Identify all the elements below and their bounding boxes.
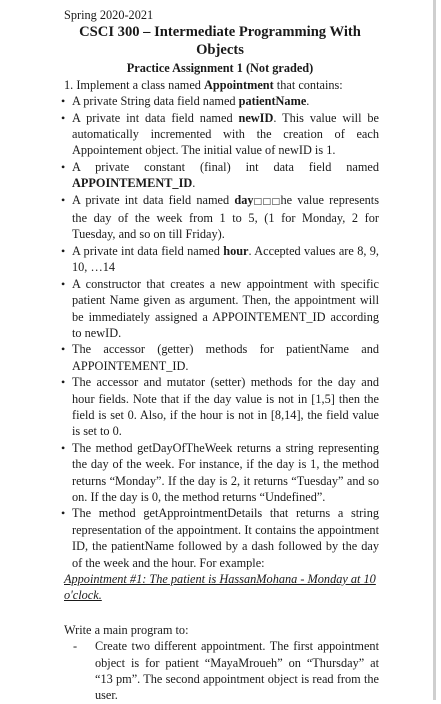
- class-name: Appointment: [204, 77, 274, 92]
- requirements-list: [61, 93, 379, 571]
- document-content: [61, 7, 379, 704]
- requirement-item: • A private int data field named hour. Accepted values are 8, 9, 10, …14: [61, 243, 379, 275]
- requirement-item: • A private String data field named patientName.: [61, 94, 310, 109]
- main-program-intro: Write a main program to:: [64, 622, 189, 637]
- bullet-icon: •: [61, 94, 66, 109]
- bullet-icon: •: [61, 342, 66, 357]
- task-text: Create two different appointment. The first appointment object is for patient “MayaMroueh” on “Thursday” at “13 pm”. The second appointment object is read from the user.: [95, 639, 379, 703]
- course-title: CSCI 300 – Intermediate Programming With Objects: [79, 24, 361, 59]
- main-program-tasks: [61, 638, 379, 704]
- semester-label: Spring 2020-2021: [64, 8, 154, 22]
- task-intro-text-before: Implement a class named: [76, 77, 205, 92]
- bullet-icon: •: [61, 110, 66, 125]
- bullet-icon: •: [61, 276, 66, 291]
- example-output: Appointment #1: The patient is HassanMohana - Monday at 10 o'clock.: [64, 572, 376, 603]
- requirement-item: • The accessor and mutator (setter) methods for the day and hour fields. Note that if the day value is not in [1,5] then the field is set 0. Also, if the hour is not in [8,14], the field value is set to 0.: [61, 375, 379, 439]
- bullet-icon: •: [61, 375, 66, 390]
- bullet-icon: •: [61, 243, 66, 258]
- requirement-item: • A private constant (final) int data field named APPOINTEMENT_ID.: [61, 159, 379, 191]
- requirement-item: • A constructor that creates a new appointment with specific patient Name given as argument. Then, the appointment will be immediately assigned a APPOINTEMENT_ID according to newID.: [61, 276, 379, 340]
- task-item: [61, 638, 379, 704]
- requirement-item: • A private int data field named newID. This value will be automatically incremented with the creation of each Appointement object. The initial value of newID is 1.: [61, 110, 379, 158]
- dash-marker: -: [73, 639, 78, 654]
- requirement-item: • The accessor (getter) methods for patientName and APPOINTEMENT_ID.: [61, 342, 379, 373]
- bullet-icon: •: [61, 440, 66, 455]
- task-intro: [61, 77, 379, 93]
- bullet-icon: •: [61, 192, 66, 207]
- task-number: 1.: [64, 77, 74, 92]
- requirement-item: • A private int data field named day□□□he value represents the day of the week from 1 to 5, (1 for Monday, 2 for Tuesday, and so on till Friday).: [61, 192, 380, 242]
- task-intro-text-after: that contains:: [273, 77, 343, 92]
- requirement-item: • The method getDayOfTheWeek returns a string representing the day of the week. For instance, if the day is 1, the method returns “Monday”. If the day is 2, it returns “Tuesday” and so on. If the day is 0, the method returns “Undefined”.: [61, 440, 379, 504]
- bullet-icon: •: [61, 159, 66, 174]
- missing-glyph-boxes: □□□: [253, 196, 281, 207]
- assignment-title: Practice Assignment 1 (Not graded): [126, 61, 314, 76]
- requirement-item: • The method getApprointmentDetails that returns a string representation of the appointment. It contains the appointment ID, the patientName followed by a dash followed by the day of the week and the hour. For example:: [61, 506, 379, 570]
- bullet-icon: •: [61, 506, 66, 521]
